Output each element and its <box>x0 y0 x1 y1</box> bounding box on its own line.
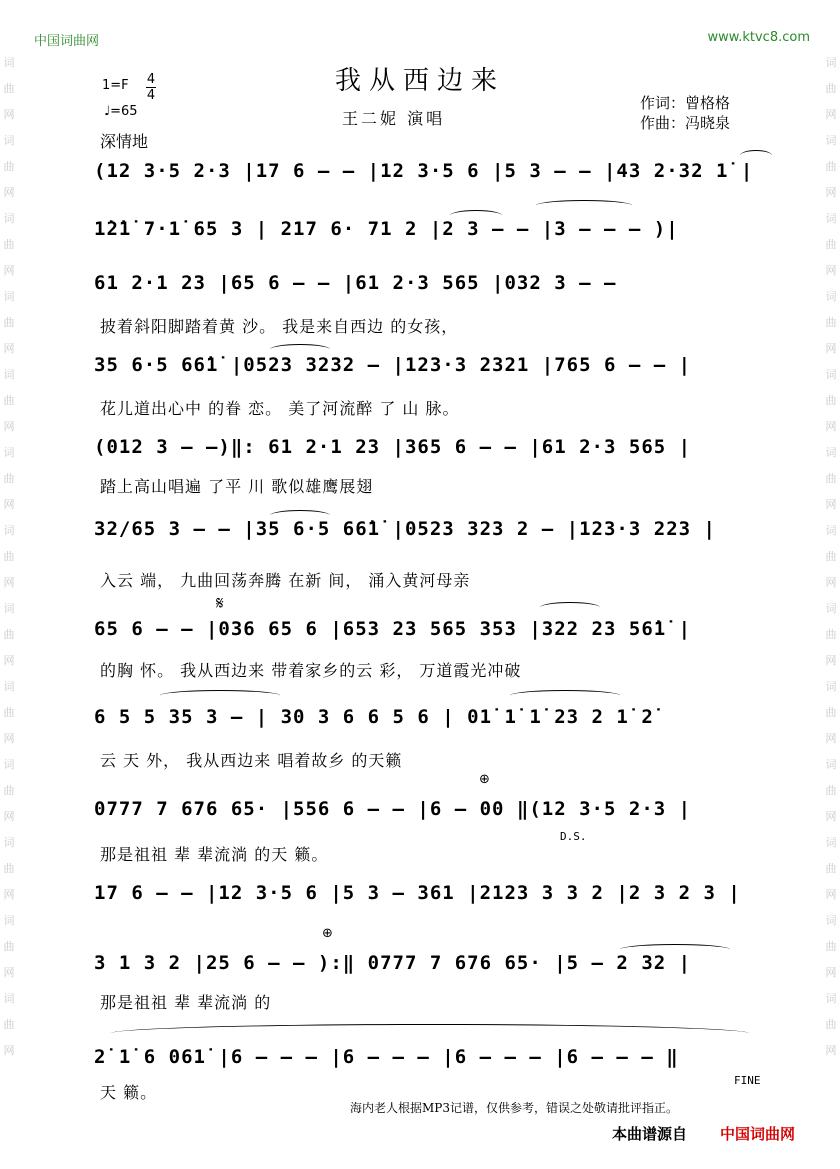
side-watermark-right: 词曲网词曲网词曲网词曲网词曲网词曲网词曲网词曲网词曲网词曲网词曲网词曲网词曲网 <box>825 56 837 1057</box>
slur-arc <box>620 944 730 955</box>
slur-arc <box>740 150 772 161</box>
notation-line-8: 6 5 5 35 3 – | 30 3 6 6 5 6 | 01̇ 1̇ 1̇ 23 2 1̇ 2̇ <box>94 706 654 728</box>
source-label: 本曲谱源自 <box>612 1125 688 1143</box>
slur-arc <box>510 690 620 701</box>
singer-credit: 王二妮 演唱 <box>342 109 446 128</box>
notation-line-7: 65 6 – – |036 65 6 |653 23 565 353 |322 23 56̇1̇ | <box>94 618 692 640</box>
time-signature-top: 4 <box>146 72 156 87</box>
notation-line-12: 2̇ 1̇ 6 061̇ |6 – – – |6 – – – |6 – – – |6 – – – ‖ <box>94 1046 679 1068</box>
fine-marking: FINE <box>734 1074 761 1087</box>
slur-arc <box>270 510 330 521</box>
song-title: 我从西边来 <box>334 66 505 96</box>
segno-sign: 𝄋 <box>216 593 224 614</box>
slur-arc <box>270 344 330 355</box>
side-watermark-left: 词曲网词曲网词曲网词曲网词曲网词曲网词曲网词曲网词曲网词曲网词曲网词曲网词曲网 <box>3 56 15 1057</box>
slur-arc <box>160 690 280 701</box>
lyric-line-4: 花儿道出心中 的眷 恋。 美了河流醉 了 山 脉。 <box>100 399 460 418</box>
ds-marking: D.S. <box>560 830 587 843</box>
key-signature: 1=F <box>102 78 129 93</box>
long-tie-arc <box>110 1024 750 1043</box>
lyric-line-3: 披着斜阳脚踏着黄 沙。 我是来自西边 的女孩， <box>100 317 459 336</box>
lyric-line-6: 入云 端， 九曲回荡奔腾 在新 间， 涌入黄河母亲 <box>100 571 471 590</box>
lyric-line-8: 云 天 外， 我从西边来 唱着故乡 的天籁 <box>100 751 403 770</box>
site-name-link[interactable]: 中国词曲网 <box>34 34 100 49</box>
notation-line-9: 0777 7 676 65· |556 6 – – |6 – 00 ‖(12 3·5 2·3 | <box>94 798 692 820</box>
source-site-link[interactable]: 中国词曲网 <box>720 1125 796 1143</box>
notation-line-11: 3 1 3 2 |25 6 – – ):‖ 0777 7 676 65· |5 – 2 32 | <box>94 952 692 974</box>
lyric-line-9: 那是祖祖 辈 辈流淌 的天 籁。 <box>100 845 329 864</box>
tempo-marking: ♩=65 <box>104 104 138 119</box>
notation-line-6: 32/65 3 – – |35 6·5 66̇1̇ |0523 323 2 – |123·3 223 | <box>94 518 716 540</box>
notation-line-2: 1̇2̇1̇ 7·1̇ 65 3 | 217 6· 71 2 |2 3 – – |3 – – – )| <box>94 218 679 240</box>
coda-sign-1: ⊕ <box>479 772 490 787</box>
time-signature-bottom: 4 <box>146 88 156 103</box>
notation-line-4: 35 6·5 66̇1̇ |0523 3232 – |123·3 2321 |765 6 – – | <box>94 354 692 376</box>
notation-line-10: 17 6 – – |12 3·5 6 |5 3 – 361 |2123 3 3 2 |2 3 2 3 | <box>94 882 741 904</box>
slur-arc <box>536 200 632 211</box>
notation-line-1: (12 3·5 2·3 |17 6 – – |12 3·5 6 |5 3 – – |43 2·32 1̇ | <box>94 160 754 182</box>
lyric-line-7: 的胸 怀。 我从西边来 带着家乡的云 彩， 万道霞光冲破 <box>100 661 522 680</box>
transcriber-note: 海内老人根据MP3记谱，仅供参考，错误之处敬请批评指正。 <box>350 1101 678 1115</box>
time-signature <box>146 72 156 103</box>
lyric-line-5: 踏上高山唱遍 了平 川 歌似雄鹰展翅 <box>100 477 374 496</box>
slur-arc <box>540 602 600 613</box>
expression-marking: 深情地 <box>100 132 149 151</box>
lyricist-credit: 作词：曾格格 <box>640 94 731 112</box>
notation-line-3: 61 2·1 23 |65 6 – – |61 2·3 565 |032 3 – – <box>94 272 617 294</box>
lyric-line-11: 那是祖祖 辈 辈流淌 的 <box>100 993 272 1012</box>
site-url-link[interactable]: www.ktvc8.com <box>707 30 810 45</box>
slur-arc <box>450 210 502 221</box>
notation-line-5: (012 3 – –)‖: 61 2·1 23 |365 6 – – |61 2·3 565 | <box>94 436 692 458</box>
coda-sign-2: ⊕ <box>322 926 333 941</box>
composer-credit: 作曲：冯晓泉 <box>640 114 731 132</box>
lyric-line-12: 天 籁。 <box>100 1083 158 1102</box>
